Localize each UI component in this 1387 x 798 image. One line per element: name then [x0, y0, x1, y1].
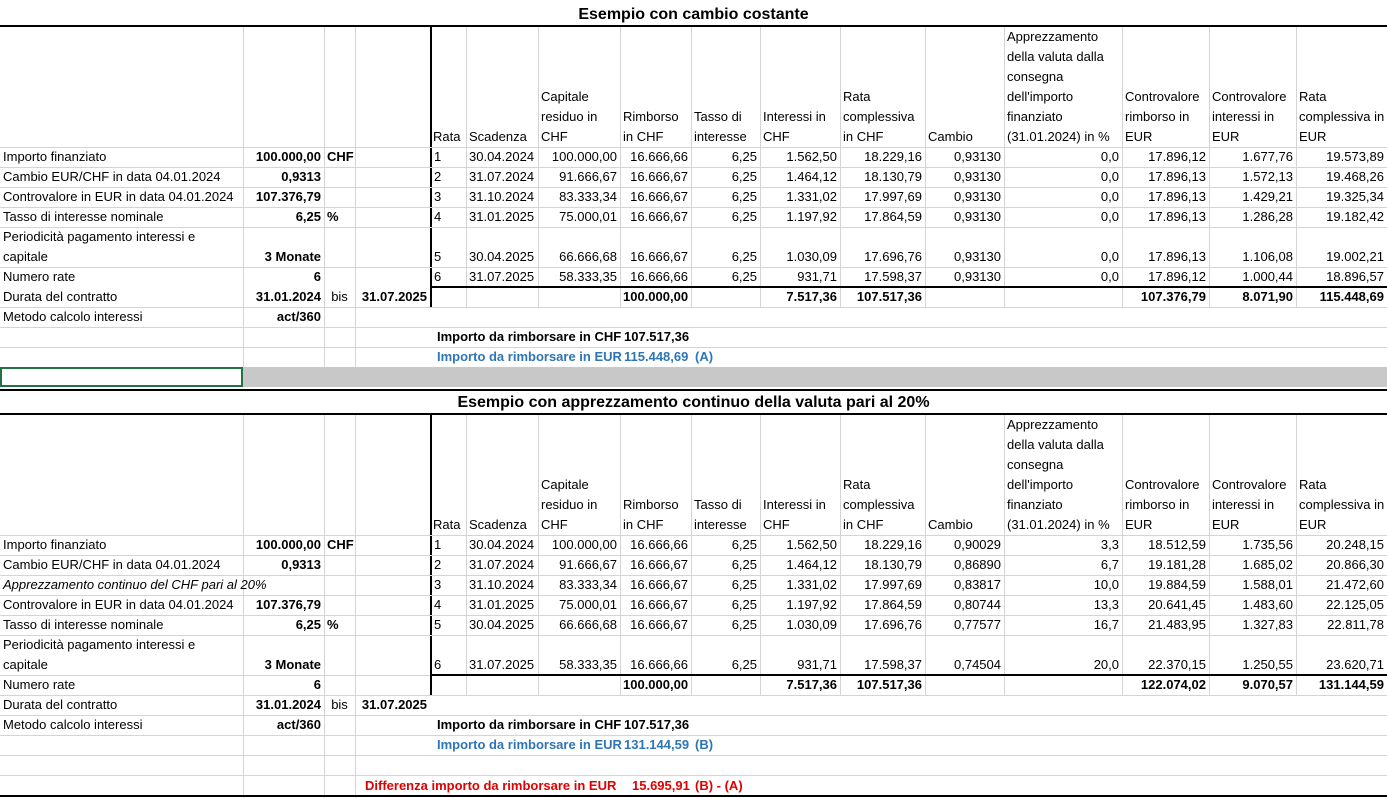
- cell-tasso: 6,25: [731, 657, 757, 672]
- unit-importo: CHF: [327, 149, 354, 164]
- cell-interessi: 931,71: [797, 269, 837, 284]
- cell-cambio: 0,90029: [954, 537, 1001, 552]
- cell-contr-rimborso: 17.896,13: [1148, 169, 1206, 184]
- cell-capitale: 100.000,00: [551, 149, 617, 164]
- value-metodo: act/360: [276, 717, 321, 732]
- cell-rimborso: 16.666,67: [630, 169, 688, 184]
- cell-rata-compl: 17.696,76: [864, 617, 922, 632]
- header-capitale: Capitale residuo in CHF: [541, 477, 598, 532]
- cell-rata-compl: 17.864,59: [864, 209, 922, 224]
- value-importo: 100.000,00: [255, 537, 321, 552]
- cell-rata-compl: 17.864,59: [864, 597, 922, 612]
- cell-contr-rimborso: 17.896,13: [1148, 209, 1206, 224]
- cell-rata-compl: 18.130,79: [864, 557, 922, 572]
- importo-eur-value: 115.448,69: [624, 349, 689, 364]
- cell-rata: 1: [434, 149, 442, 164]
- cell-cambio: 0,93130: [954, 189, 1001, 204]
- cell-capitale: 83.333,34: [559, 577, 617, 592]
- cell-contr-rimborso: 18.512,59: [1148, 537, 1206, 552]
- cell-contr-interessi: 1.286,28: [1242, 209, 1293, 224]
- cell-scadenza: 30.04.2025: [469, 249, 535, 264]
- diff-tag: (B) - (A): [695, 778, 743, 793]
- cell-scadenza: 31.01.2025: [469, 597, 535, 612]
- cell-apprezzamento: 0,0: [1100, 269, 1119, 284]
- value-controvalore: 107.376,79: [255, 597, 321, 612]
- cell-rata-compl: 17.997,69: [864, 577, 922, 592]
- cell-interessi: 1.562,50: [786, 537, 837, 552]
- label-tasso: Tasso di interesse nominale: [3, 209, 164, 224]
- cell-scadenza: 31.10.2024: [469, 577, 535, 592]
- importo-chf-label: Importo da rimborsare in CHF: [437, 329, 622, 344]
- unit-tasso: %: [327, 209, 339, 224]
- cell-rata: 5: [434, 617, 442, 632]
- cell-cambio: 0,93130: [954, 169, 1001, 184]
- label-importo: Importo finanziato: [3, 149, 107, 164]
- label-controvalore: Controvalore in EUR in data 04.01.2024: [3, 189, 234, 204]
- importo-eur-label: Importo da rimborsare in EUR: [437, 349, 622, 364]
- cell-contr-rimborso: 19.884,59: [1148, 577, 1206, 592]
- cell-rata-compl: 18.130,79: [864, 169, 922, 184]
- value-tasso: 6,25: [295, 617, 321, 632]
- label-numero: Numero rate: [3, 677, 76, 692]
- value-durata-from: 31.01.2024: [255, 697, 321, 712]
- cell-interessi: 1.030,09: [786, 249, 837, 264]
- section1-title: Esempio con cambio costante: [578, 6, 809, 23]
- cell-interessi: 1.030,09: [786, 617, 837, 632]
- cell-contr-interessi: 1.677,76: [1242, 149, 1293, 164]
- cell-contr-rimborso: 17.896,13: [1148, 189, 1206, 204]
- cell-tasso: 6,25: [731, 169, 757, 184]
- label-cambio: Cambio EUR/CHF in data 04.01.2024: [3, 169, 221, 184]
- value-metodo: act/360: [276, 309, 321, 324]
- cell-apprezzamento: 20,0: [1093, 657, 1119, 672]
- gridline: [355, 415, 356, 798]
- cell-scadenza: 30.04.2024: [469, 537, 535, 552]
- cell-cambio: 0,83817: [954, 577, 1001, 592]
- label-tasso: Tasso di interesse nominale: [3, 617, 164, 632]
- diff-label: Differenza importo da rimborsare in EUR: [365, 778, 617, 793]
- total-interessi: 7.517,36: [786, 289, 837, 304]
- cell-cambio: 0,77577: [954, 617, 1001, 632]
- cell-scadenza: 31.07.2025: [469, 657, 535, 672]
- cell-rata-compl: 17.997,69: [864, 189, 922, 204]
- value-controvalore: 107.376,79: [255, 189, 321, 204]
- total-rata-eur: 131.144,59: [1318, 677, 1384, 692]
- cell-rimborso: 16.666,67: [630, 209, 688, 224]
- label-metodo: Metodo calcolo interessi: [3, 309, 143, 324]
- header-rata: Rata: [433, 517, 461, 532]
- cell-capitale: 75.000,01: [559, 209, 617, 224]
- cell-cambio: 0,80744: [954, 597, 1001, 612]
- cell-tasso: 6,25: [731, 617, 757, 632]
- cell-contr-interessi: 1.327,83: [1242, 617, 1293, 632]
- cell-contr-rimborso: 19.181,28: [1148, 557, 1206, 572]
- cell-rimborso: 16.666,66: [630, 149, 688, 164]
- cell-rata: 4: [434, 209, 442, 224]
- header-scadenza: Scadenza: [469, 517, 527, 532]
- cell-rata-eur: 19.182,42: [1326, 209, 1384, 224]
- cell-interessi: 1.464,12: [786, 557, 837, 572]
- cell-contr-interessi: 1.429,21: [1242, 189, 1293, 204]
- cell-interessi: 1.331,02: [786, 577, 837, 592]
- cell-cambio: 0,74504: [954, 657, 1001, 672]
- diff-value: 15.695,91: [632, 778, 690, 793]
- cell-apprezzamento: 13,3: [1093, 597, 1119, 612]
- label-controvalore: Controvalore in EUR in data 04.01.2024: [3, 597, 234, 612]
- header-rimborso: Rimborso in CHF: [623, 109, 679, 144]
- header-contr-interessi: Controvalore interessi in EUR: [1212, 89, 1287, 144]
- cell-tasso: 6,25: [731, 597, 757, 612]
- cell-tasso: 6,25: [731, 149, 757, 164]
- total-contr-rimborso: 107.376,79: [1140, 289, 1206, 304]
- cell-rata: 4: [434, 597, 442, 612]
- cell-rata-eur: 19.002,21: [1326, 249, 1384, 264]
- cell-rata: 3: [434, 577, 442, 592]
- cell-rimborso: 16.666,67: [630, 249, 688, 264]
- cell-rata-eur: 19.468,26: [1326, 169, 1384, 184]
- section2-title: Esempio con apprezzamento continuo della valuta pari al 20%: [457, 394, 930, 411]
- header-apprezzamento: Apprezzamento della valuta dalla consegna dell'importo finanziato (31.01.2024) in %: [1007, 417, 1110, 532]
- cell-tasso: 6,25: [731, 189, 757, 204]
- cell-interessi: 1.197,92: [786, 597, 837, 612]
- gridline: [324, 415, 325, 798]
- value-durata-to: 31.07.2025: [361, 697, 427, 712]
- cell-contr-rimborso: 17.896,12: [1148, 149, 1206, 164]
- importo-chf-value: 107.517,36: [624, 329, 690, 344]
- header-capitale: Capitale residuo in CHF: [541, 89, 598, 144]
- section2-title-border: [0, 413, 1387, 415]
- cell-rata-compl: 17.598,37: [864, 657, 922, 672]
- cell-rimborso: 16.666,66: [630, 657, 688, 672]
- cell-rata: 2: [434, 557, 442, 572]
- value-durata-bis: bis: [331, 289, 348, 304]
- cell-interessi: 1.197,92: [786, 209, 837, 224]
- cell-capitale: 58.333,35: [559, 269, 617, 284]
- header-interessi: Interessi in CHF: [763, 109, 826, 144]
- label-periodicita-1: Periodicità pagamento interessi e: [3, 637, 196, 652]
- cell-contr-rimborso: 20.641,45: [1148, 597, 1206, 612]
- cell-apprezzamento: 3,3: [1100, 537, 1119, 552]
- label-periodicita-2: capitale: [3, 249, 48, 264]
- cell-capitale: 100.000,00: [551, 537, 617, 552]
- label-numero: Numero rate: [3, 269, 76, 284]
- cell-contr-rimborso: 17.896,13: [1148, 249, 1206, 264]
- header-rata-compl: Rata complessiva in CHF: [843, 89, 915, 144]
- cell-cambio: 0,93130: [954, 149, 1001, 164]
- header-rata-compl: Rata complessiva in CHF: [843, 477, 915, 532]
- cell-cambio: 0,93130: [954, 209, 1001, 224]
- cell-contr-rimborso: 22.370,15: [1148, 657, 1206, 672]
- total-interessi: 7.517,36: [786, 677, 837, 692]
- cell-rata: 5: [434, 249, 442, 264]
- total-contr-interessi: 8.071,90: [1242, 289, 1293, 304]
- label-durata: Durata del contratto: [3, 697, 118, 712]
- header-rata-eur: Rata complessiva in EUR: [1299, 477, 1385, 532]
- cell-interessi: 1.562,50: [786, 149, 837, 164]
- value-numero: 6: [313, 269, 321, 284]
- header-tasso: Tasso di interesse: [694, 497, 747, 532]
- cell-rimborso: 16.666,67: [630, 577, 688, 592]
- cell-rata: 6: [434, 269, 442, 284]
- importo-eur-label: Importo da rimborsare in EUR: [437, 737, 622, 752]
- cell-scadenza: 30.04.2025: [469, 617, 535, 632]
- cell-scadenza: 31.01.2025: [469, 209, 535, 224]
- value-periodicita: 3 Monate: [264, 657, 321, 672]
- header-apprezzamento: Apprezzamento della valuta dalla consegna dell'importo finanziato (31.01.2024) in %: [1007, 29, 1110, 144]
- cell-interessi: 1.331,02: [786, 189, 837, 204]
- cell-scadenza: 31.10.2024: [469, 189, 535, 204]
- cell-interessi: 1.464,12: [786, 169, 837, 184]
- cell-capitale: 83.333,34: [559, 189, 617, 204]
- cell-rimborso: 16.666,67: [630, 189, 688, 204]
- cell-capitale: 91.666,67: [559, 169, 617, 184]
- cell-rata: 2: [434, 169, 442, 184]
- header-cambio: Cambio: [928, 129, 973, 144]
- cell-capitale: 66.666,68: [559, 617, 617, 632]
- cell-apprezzamento: 6,7: [1100, 557, 1119, 572]
- cell-apprezzamento: 10,0: [1093, 577, 1119, 592]
- cell-scadenza: 31.07.2024: [469, 169, 535, 184]
- cell-apprezzamento: 0,0: [1100, 189, 1119, 204]
- cell-contr-interessi: 1.250,55: [1242, 657, 1293, 672]
- importo-eur-tag: (A): [695, 349, 714, 364]
- cell-rata-eur: 21.472,60: [1326, 577, 1384, 592]
- header-rata-eur: Rata complessiva in EUR: [1299, 89, 1385, 144]
- importo-chf-value: 107.517,36: [624, 717, 690, 732]
- cell-tasso: 6,25: [731, 209, 757, 224]
- cell-capitale: 91.666,67: [559, 557, 617, 572]
- cell-contr-interessi: 1.106,08: [1242, 249, 1293, 264]
- label-cambio: Cambio EUR/CHF in data 04.01.2024: [3, 557, 221, 572]
- cell-rata-eur: 19.573,89: [1326, 149, 1384, 164]
- cell-apprezzamento: 0,0: [1100, 209, 1119, 224]
- importo-eur-tag: (B): [695, 737, 714, 752]
- importo-eur-value: 131.144,59: [624, 737, 690, 752]
- cell-rata-compl: 18.229,16: [864, 537, 922, 552]
- cell-rata: 1: [434, 537, 442, 552]
- cell-cambio: 0,86890: [954, 557, 1001, 572]
- cell-apprezzamento: 0,0: [1100, 169, 1119, 184]
- cell-rimborso: 16.666,67: [630, 617, 688, 632]
- total-rata-compl: 107.517,36: [856, 677, 922, 692]
- cell-contr-rimborso: 17.896,12: [1148, 269, 1206, 284]
- cell-cambio: 0,93130: [954, 269, 1001, 284]
- cell-rata: 3: [434, 189, 442, 204]
- cell-interessi: 931,71: [797, 657, 837, 672]
- cell-rata-eur: 18.896,57: [1326, 269, 1384, 284]
- total-rata-compl: 107.517,36: [856, 289, 922, 304]
- gridline: [355, 27, 356, 367]
- total-contr-rimborso: 122.074,02: [1140, 677, 1206, 692]
- cell-tasso: 6,25: [731, 577, 757, 592]
- cell-contr-interessi: 1.735,56: [1242, 537, 1293, 552]
- cell-contr-interessi: 1.588,01: [1242, 577, 1293, 592]
- total-contr-interessi: 9.070,57: [1242, 677, 1293, 692]
- cell-apprezzamento: 0,0: [1100, 149, 1119, 164]
- cell-cambio: 0,93130: [954, 249, 1001, 264]
- cell-rata-eur: 20.248,15: [1326, 537, 1384, 552]
- cell-capitale: 58.333,35: [559, 657, 617, 672]
- cell-apprezzamento: 0,0: [1100, 249, 1119, 264]
- cell-rata-compl: 17.696,76: [864, 249, 922, 264]
- total-rata-eur: 115.448,69: [1319, 289, 1384, 304]
- cell-contr-interessi: 1.572,13: [1242, 169, 1293, 184]
- value-periodicita: 3 Monate: [264, 249, 321, 264]
- value-durata-from: 31.01.2024: [255, 289, 321, 304]
- cell-contr-interessi: 1.685,02: [1242, 557, 1293, 572]
- cell-rimborso: 16.666,67: [630, 557, 688, 572]
- cell-tasso: 6,25: [731, 537, 757, 552]
- cell-rimborso: 16.666,67: [630, 597, 688, 612]
- cell-scadenza: 31.07.2024: [469, 557, 535, 572]
- gridline: [324, 27, 325, 367]
- header-tasso: Tasso di interesse: [694, 109, 747, 144]
- cell-rimborso: 16.666,66: [630, 537, 688, 552]
- label-importo: Importo finanziato: [3, 537, 107, 552]
- cell-capitale: 75.000,01: [559, 597, 617, 612]
- cell-rata-eur: 22.811,78: [1327, 617, 1384, 632]
- value-numero: 6: [313, 677, 321, 692]
- cell-rata: 6: [434, 657, 442, 672]
- cell-capitale: 66.666,68: [559, 249, 617, 264]
- unit-tasso: %: [327, 617, 339, 632]
- header-contr-rimborso: Controvalore rimborso in EUR: [1125, 477, 1200, 532]
- total-rimborso: 100.000,00: [623, 289, 689, 304]
- header-rata: Rata: [433, 129, 461, 144]
- label-periodicita-2: capitale: [3, 657, 48, 672]
- header-contr-rimborso: Controvalore rimborso in EUR: [1125, 89, 1200, 144]
- header-rimborso: Rimborso in CHF: [623, 497, 679, 532]
- header-contr-interessi: Controvalore interessi in EUR: [1212, 477, 1287, 532]
- selected-cell[interactable]: [0, 367, 243, 387]
- cell-contr-interessi: 1.483,60: [1242, 597, 1293, 612]
- value-cambio: 0,9313: [281, 169, 321, 184]
- label-apprezzamento: Apprezzamento continuo del CHF pari al 20%: [3, 577, 267, 592]
- importo-chf-label: Importo da rimborsare in CHF: [437, 717, 622, 732]
- header-scadenza: Scadenza: [469, 129, 527, 144]
- header-cambio: Cambio: [928, 517, 973, 532]
- cell-rata-eur: 19.325,34: [1326, 189, 1384, 204]
- separator-row-fill: [243, 367, 1387, 387]
- cell-rata-eur: 22.125,05: [1326, 597, 1384, 612]
- cell-contr-rimborso: 21.483,95: [1148, 617, 1206, 632]
- section1-title-border: [0, 25, 1387, 27]
- cell-scadenza: 31.07.2025: [469, 269, 535, 284]
- cell-rimborso: 16.666,66: [630, 269, 688, 284]
- cell-apprezzamento: 16,7: [1093, 617, 1119, 632]
- value-importo: 100.000,00: [255, 149, 321, 164]
- label-durata: Durata del contratto: [3, 289, 118, 304]
- unit-importo: CHF: [327, 537, 354, 552]
- cell-scadenza: 30.04.2024: [469, 149, 535, 164]
- value-durata-to: 31.07.2025: [361, 289, 427, 304]
- cell-rata-compl: 18.229,16: [864, 149, 922, 164]
- cell-tasso: 6,25: [731, 269, 757, 284]
- cell-contr-interessi: 1.000,44: [1242, 269, 1293, 284]
- value-tasso: 6,25: [295, 209, 321, 224]
- gridline: [0, 327, 1387, 328]
- label-periodicita-1: Periodicità pagamento interessi e: [3, 229, 196, 244]
- value-durata-bis: bis: [331, 697, 348, 712]
- cell-rata-eur: 20.866,30: [1326, 557, 1384, 572]
- total-rimborso: 100.000,00: [623, 677, 689, 692]
- cell-rata-compl: 17.598,37: [864, 269, 922, 284]
- gridline: [0, 755, 1387, 756]
- cell-tasso: 6,25: [731, 557, 757, 572]
- label-metodo: Metodo calcolo interessi: [3, 717, 143, 732]
- header-interessi: Interessi in CHF: [763, 497, 826, 532]
- cell-rata-eur: 23.620,71: [1326, 657, 1384, 672]
- cell-tasso: 6,25: [731, 249, 757, 264]
- value-cambio: 0,9313: [281, 557, 321, 572]
